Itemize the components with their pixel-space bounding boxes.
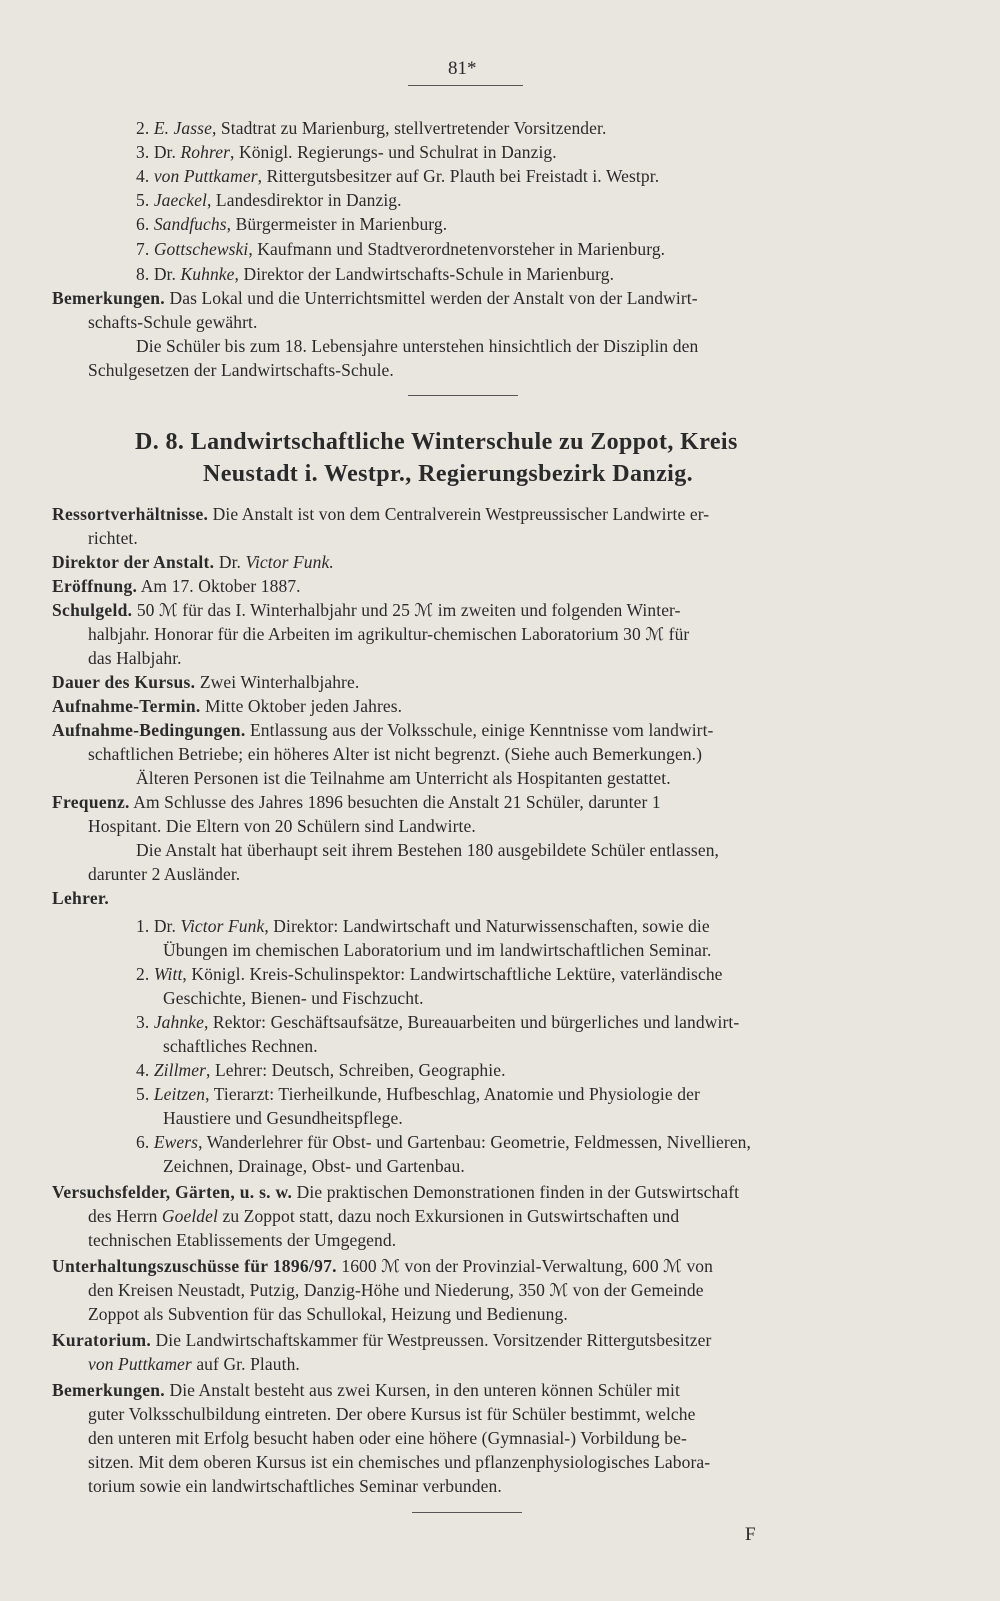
text-line: schafts-Schule gewährt. xyxy=(88,312,258,332)
list-item: 8. Dr. Kuhnke, Direktor der Landwirtschafts-Schule in Marienburg. xyxy=(136,264,615,284)
header-rule xyxy=(408,85,523,86)
text-line: Die Schüler bis zum 18. Lebensjahre unterstehen hinsichtlich der Disziplin den xyxy=(136,336,699,356)
text-line: des Herrn Goeldel zu Zoppot statt, dazu noch Exkursionen in Gutswirtschaften und xyxy=(88,1206,680,1226)
text-line: guter Volksschulbildung eintreten. Der obere Kursus ist für Schüler bestimmt, welche xyxy=(88,1404,696,1424)
footer-rule xyxy=(412,1512,522,1513)
field-kuratorium: Kuratorium. Die Landwirtschaftskammer für Westpreussen. Vorsitzender Rittergutsbesitzer xyxy=(52,1330,712,1350)
teacher-item: 6. Ewers, Wanderlehrer für Obst- und Gartenbau: Geometrie, Feldmessen, Nivellieren, xyxy=(136,1132,752,1152)
list-item: 5. Jaeckel, Landesdirektor in Danzig. xyxy=(136,190,402,210)
section-heading: D. 8. Landwirtschaftliche Winterschule zu Zoppot, Kreis xyxy=(135,429,738,455)
text-line: den Kreisen Neustadt, Putzig, Danzig-Höhe und Niederung, 350 ℳ von der Gemeinde xyxy=(88,1280,704,1300)
text-line: Zoppot als Subvention für das Schullokal, Heizung und Bedienung. xyxy=(88,1304,568,1324)
teacher-item: 5. Leitzen, Tierarzt: Tierheilkunde, Hufbeschlag, Anatomie und Physiologie der xyxy=(136,1084,700,1104)
field-schulgeld: Schulgeld. 50 ℳ für das I. Winterhalbjahr und 25 ℳ im zweiten und folgenden Winter- xyxy=(52,600,681,620)
text-line: das Halbjahr. xyxy=(88,648,182,668)
text-line: Zeichnen, Drainage, Obst- und Gartenbau. xyxy=(163,1156,465,1176)
remarks-paragraph: Bemerkungen. Das Lokal und die Unterrichtsmittel werden der Anstalt von der Landwirt- xyxy=(52,288,698,308)
field-termin: Aufnahme-Termin. Mitte Oktober jeden Jahres. xyxy=(52,696,403,716)
page-number: 81* xyxy=(448,58,477,79)
list-item: 7. Gottschewski, Kaufmann und Stadtverordnetenvorsteher in Marienburg. xyxy=(136,239,666,259)
text-line: torium sowie ein landwirtschaftliches Seminar verbunden. xyxy=(88,1476,502,1496)
text-line: sitzen. Mit dem oberen Kursus ist ein chemisches und pflanzenphysiologisches Labora- xyxy=(88,1452,711,1472)
field-versuchsfelder: Versuchsfelder, Gärten, u. s. w. Die praktischen Demonstrationen finden in der Gutswirtschaft xyxy=(52,1182,740,1202)
text-line: schaftliches Rechnen. xyxy=(163,1036,318,1056)
remarks-paragraph: Bemerkungen. Die Anstalt besteht aus zwei Kursen, in den unteren können Schüler mit xyxy=(52,1380,680,1400)
field-bedingungen: Aufnahme-Bedingungen. Entlassung aus der Volksschule, einige Kenntnisse vom landwirt- xyxy=(52,720,714,740)
text-line: von Puttkamer auf Gr. Plauth. xyxy=(88,1354,300,1374)
text-line: schaftlichen Betriebe; ein höheres Alter ist nicht begrenzt. (Siehe auch Bemerkungen.) xyxy=(88,744,703,764)
text-line: technischen Etablissements der Umgegend. xyxy=(88,1230,397,1250)
text-line: halbjahr. Honorar für die Arbeiten im agrikultur-chemischen Laboratorium 30 ℳ für xyxy=(88,624,690,644)
text-line: Schulgesetzen der Landwirtschafts-Schule. xyxy=(88,360,394,380)
text-line: Älteren Personen ist die Teilnahme am Unterricht als Hospitanten gestattet. xyxy=(136,768,671,788)
text-line: Übungen im chemischen Laboratorium und im landwirtschaftlichen Seminar. xyxy=(163,940,712,960)
teacher-item: 3. Jahnke, Rektor: Geschäftsaufsätze, Bureauarbeiten und bürgerliches und landwirt- xyxy=(136,1012,740,1032)
list-item: 6. Sandfuchs, Bürgermeister in Marienburg. xyxy=(136,214,448,234)
list-item: 2. E. Jasse, Stadtrat zu Marienburg, stellvertretender Vorsitzender. xyxy=(136,118,607,138)
teacher-item: 1. Dr. Victor Funk, Direktor: Landwirtschaft und Naturwissenschaften, sowie die xyxy=(136,916,710,936)
teacher-item: 2. Witt, Königl. Kreis-Schulinspektor: Landwirtschaftliche Lektüre, vaterländische xyxy=(136,964,723,984)
field-direktor: Direktor der Anstalt. Dr. Victor Funk. xyxy=(52,552,334,572)
list-item: 3. Dr. Rohrer, Königl. Regierungs- und Schulrat in Danzig. xyxy=(136,142,557,162)
text-line: den unteren mit Erfolg besucht haben oder eine höhere (Gymnasial-) Vorbildung be- xyxy=(88,1428,687,1448)
section-rule xyxy=(408,395,518,396)
field-eroeffnung: Eröffnung. Am 17. Oktober 1887. xyxy=(52,576,301,596)
field-ressort: Ressortverhältnisse. Die Anstalt ist von dem Centralverein Westpreussischer Landwirte er- xyxy=(52,504,710,524)
text-line: Geschichte, Bienen- und Fischzucht. xyxy=(163,988,424,1008)
field-dauer: Dauer des Kursus. Zwei Winterhalbjahre. xyxy=(52,672,360,692)
field-zuschuesse: Unterhaltungszuschüsse für 1896/97. 1600 ℳ von der Provinzial-Verwaltung, 600 ℳ von xyxy=(52,1256,714,1276)
text-line: Hospitant. Die Eltern von 20 Schülern sind Landwirte. xyxy=(88,816,476,836)
signature-mark: F xyxy=(745,1524,756,1545)
field-lehrer: Lehrer. xyxy=(52,888,110,908)
text-line: Die Anstalt hat überhaupt seit ihrem Bestehen 180 ausgebildete Schüler entlassen, xyxy=(136,840,720,860)
text-line: darunter 2 Ausländer. xyxy=(88,864,241,884)
text-line: richtet. xyxy=(88,528,138,548)
field-frequenz: Frequenz. Am Schlusse des Jahres 1896 besuchten die Anstalt 21 Schüler, darunter 1 xyxy=(52,792,661,812)
section-heading-cont: Neustadt i. Westpr., Regierungsbezirk Danzig. xyxy=(203,461,694,487)
list-item: 4. von Puttkamer, Rittergutsbesitzer auf Gr. Plauth bei Freistadt i. Westpr. xyxy=(136,166,660,186)
teacher-item: 4. Zillmer, Lehrer: Deutsch, Schreiben, Geographie. xyxy=(136,1060,506,1080)
text-line: Haustiere und Gesundheitspflege. xyxy=(163,1108,403,1128)
